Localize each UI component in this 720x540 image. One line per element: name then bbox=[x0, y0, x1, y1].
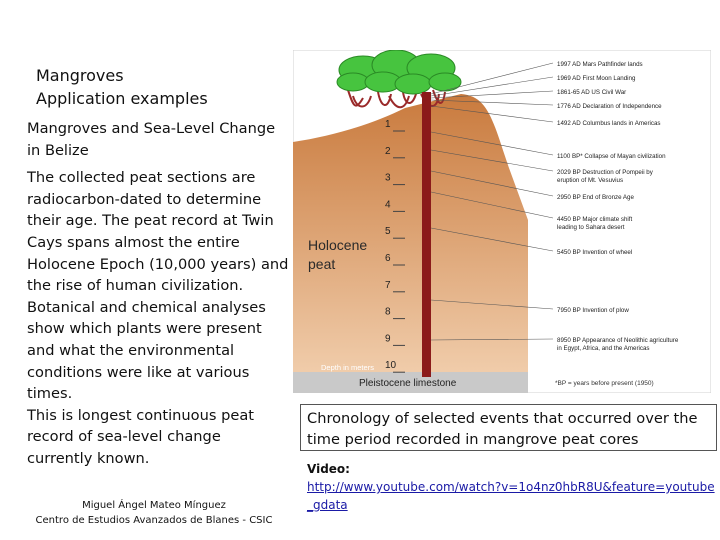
mangrove-canopy bbox=[337, 50, 461, 94]
bp-footnote: *BP = years before present (1950) bbox=[555, 380, 654, 387]
section-heading: Mangroves and Sea-Level Change in Belize bbox=[27, 120, 276, 159]
title-line-1: Mangroves bbox=[36, 66, 124, 85]
figure-caption: Chronology of selected events that occurred over the time period recorded in mangrove peat cores bbox=[300, 404, 717, 451]
peat-core-diagram bbox=[293, 50, 711, 393]
description-paragraph: The collected peat sections are radiocarbon-dated to determine their age. The peat record at Twin Cays spans almost the entire Holocene Epoch (10,000 years) and the rise of human civilization. Botanical and chemical analyses show which plants were present and what the environmental conditions were like at various times. bbox=[27, 169, 289, 403]
peat-core-column bbox=[422, 92, 431, 377]
video-section bbox=[307, 460, 717, 514]
event-label: 1997 AD Mars Pathfinder lands bbox=[557, 61, 643, 68]
holocene-peat-mound bbox=[293, 94, 528, 372]
holocene-label-2: peat bbox=[308, 256, 336, 272]
depth-tick-label: 5 bbox=[385, 226, 391, 238]
leaf-cluster bbox=[395, 74, 431, 94]
depth-tick-label: 4 bbox=[385, 199, 391, 211]
event-label: 1100 BP* Collapse of Mayan civilization bbox=[557, 153, 666, 160]
depth-tick-label: 7 bbox=[385, 279, 391, 291]
depth-tick-label: 9 bbox=[385, 333, 391, 345]
event-label: 2029 BP Destruction of Pompeii by bbox=[557, 169, 653, 176]
event-label: eruption of Mt. Vesuvius bbox=[557, 177, 624, 184]
event-label: 1861-65 AD US Civil War bbox=[557, 89, 627, 96]
title-line-2: Application examples bbox=[36, 89, 208, 108]
leaf-cluster bbox=[337, 73, 369, 91]
depth-tick-label: 6 bbox=[385, 253, 391, 264]
depth-tick-label: 1 bbox=[385, 119, 391, 130]
author-credit bbox=[20, 498, 288, 528]
holocene-label-1: Holocene bbox=[308, 237, 368, 253]
depth-tick-label: 2 bbox=[385, 145, 391, 157]
depth-tick-label: 8 bbox=[385, 306, 391, 318]
video-label: Video: bbox=[307, 462, 350, 476]
conclusion-paragraph: This is longest continuous peat record of sea-level change currently known. bbox=[27, 406, 255, 467]
event-label: 1776 AD Declaration of Independence bbox=[557, 103, 662, 110]
base-label: Pleistocene limestone bbox=[359, 378, 457, 389]
author-name: Miguel Ángel Mateo Mínguez bbox=[82, 500, 226, 511]
peat-core-svg bbox=[293, 50, 711, 393]
author-institution: Centro de Estudios Avanzados de Blanes - CSIC bbox=[35, 515, 273, 526]
leaf-cluster bbox=[429, 73, 461, 91]
depth-tick-label: 3 bbox=[385, 172, 391, 184]
event-label: 4450 BP Major climate shift bbox=[557, 216, 633, 223]
event-label: 1969 AD First Moon Landing bbox=[557, 75, 636, 82]
video-link[interactable]: http://www.youtube.com/watch?v=1o4nz0hbR8U&feature=youtube_gdata bbox=[307, 480, 715, 512]
event-label: in Egypt, Africa, and the Americas bbox=[557, 345, 650, 352]
event-label: 7950 BP Invention of plow bbox=[557, 307, 629, 314]
body-text bbox=[27, 118, 289, 470]
event-label: 5450 BP Invention of wheel bbox=[557, 249, 633, 256]
slide-title bbox=[36, 64, 208, 110]
event-label: 1492 AD Columbus lands in Americas bbox=[557, 120, 661, 127]
depth-tick-label: 10 bbox=[385, 360, 397, 372]
event-label: leading to Sahara desert bbox=[557, 224, 625, 231]
event-label: 8950 BP Appearance of Neolithic agriculture bbox=[557, 337, 679, 344]
depth-label: Depth in meters bbox=[321, 363, 374, 372]
event-label: 2950 BP End of Bronze Age bbox=[557, 194, 634, 201]
